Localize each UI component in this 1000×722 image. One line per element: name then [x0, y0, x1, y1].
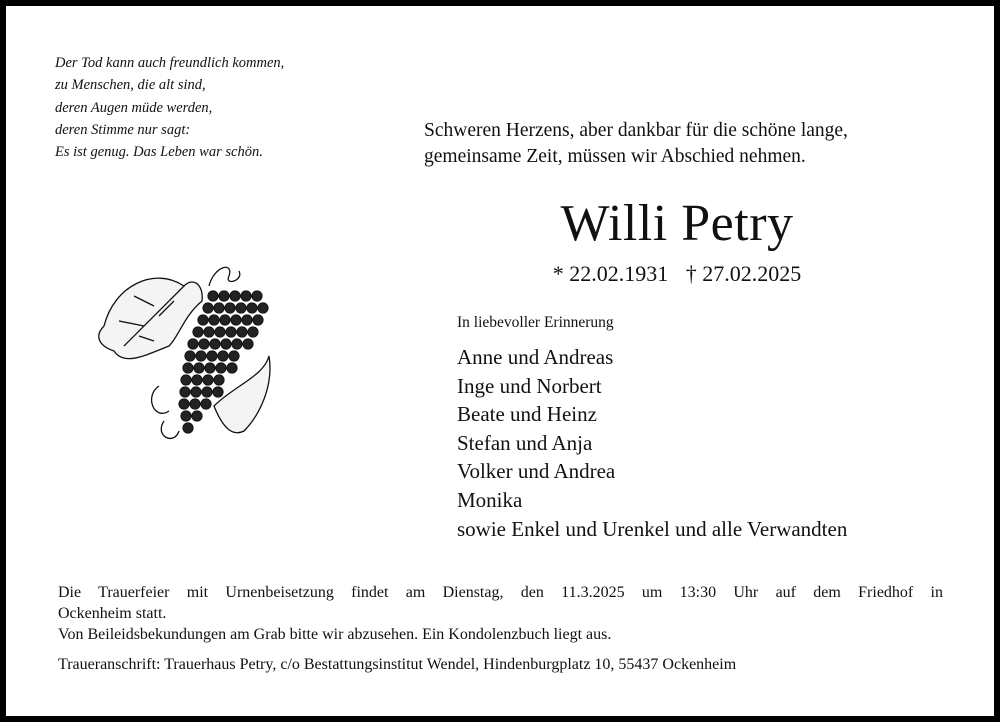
grape-berry — [226, 327, 236, 337]
grape-berry — [247, 303, 257, 313]
grape-berry — [193, 327, 203, 337]
grape-berry — [179, 399, 189, 409]
mourning-address: Traueranschrift: Trauerhaus Petry, c/o Bestattungsinstitut Wendel, Hindenburgplatz 10, 55437 Ockenheim — [58, 656, 737, 673]
ceremony-text-cont: Ockenheim statt. — [58, 605, 167, 622]
grape-berry — [183, 363, 193, 373]
poem-line: deren Augen müde werden, — [55, 99, 213, 116]
grape-berry — [225, 303, 235, 313]
grape-berry — [207, 351, 217, 361]
grape-berry — [231, 315, 241, 325]
grape-berry — [181, 411, 191, 421]
grape-berry — [203, 303, 213, 313]
grape-berry — [209, 315, 219, 325]
grape-berry — [229, 351, 239, 361]
birth-date: * 22.02.1931 — [552, 261, 669, 286]
grape-berry — [205, 363, 215, 373]
grape-berry — [192, 411, 202, 421]
poem — [55, 52, 284, 163]
intro-text — [424, 118, 848, 170]
grape-berry — [242, 315, 252, 325]
mourner: Beate und Heinz — [457, 402, 597, 427]
grape-berry — [216, 363, 226, 373]
death-date: † 27.02.2025 — [685, 261, 802, 286]
grape-berry — [210, 339, 220, 349]
grape-berry — [196, 351, 206, 361]
mourner: Monika — [457, 487, 523, 512]
poem-line: deren Stimme nur sagt: — [55, 121, 191, 138]
mourner: Volker und Andrea — [457, 459, 616, 484]
grape-berry — [202, 387, 212, 397]
grape-berry — [188, 339, 198, 349]
grape-berry — [192, 375, 202, 385]
grape-berry — [201, 399, 211, 409]
grape-berry — [219, 291, 229, 301]
deceased-name: Willi Petry — [560, 195, 794, 252]
poem-line: Der Tod kann auch freundlich kommen, — [55, 55, 285, 71]
grape-berry — [214, 375, 224, 385]
grape-berry — [241, 291, 251, 301]
grape-berry — [243, 339, 253, 349]
grape-berry — [214, 303, 224, 313]
grape-berry — [213, 387, 223, 397]
mourner: Anne und Andreas — [457, 345, 614, 369]
footer-info — [58, 582, 943, 675]
grape-berry — [248, 327, 258, 337]
condolence-note: Von Beileidsbekundungen am Grab bitte wir abzusehen. Ein Kondolenzbuch liegt aus. — [58, 626, 612, 643]
life-dates — [424, 261, 930, 287]
grape-berry — [199, 339, 209, 349]
poem-line: Es ist genug. Das Leben war schön. — [55, 144, 263, 161]
grape-berry — [253, 315, 263, 325]
grape-berry — [180, 387, 190, 397]
mourner: sowie Enkel und Urenkel und alle Verwandten — [457, 516, 848, 541]
grape-berry — [252, 291, 262, 301]
mourner: Stefan und Anja — [457, 430, 593, 455]
grape-berry — [258, 303, 268, 313]
mourners-list — [457, 343, 847, 543]
grape-berry — [203, 375, 213, 385]
grape-berry — [191, 387, 201, 397]
intro-line: gemeinsame Zeit, müssen wir Abschied nehmen. — [424, 146, 806, 167]
grape-berry — [220, 315, 230, 325]
grape-berry — [221, 339, 231, 349]
grape-berry — [194, 363, 204, 373]
grape-berry — [198, 315, 208, 325]
grape-berry — [237, 327, 247, 337]
grape-berry — [183, 423, 193, 433]
grape-berry — [215, 327, 225, 337]
intro-line: Schweren Herzens, aber dankbar für die schöne lange, — [424, 120, 848, 141]
grape-berry — [204, 327, 214, 337]
obituary-card — [6, 6, 994, 716]
mourner: Inge und Norbert — [457, 373, 602, 398]
grape-berry — [185, 351, 195, 361]
grape-berry — [232, 339, 242, 349]
grape-berry — [181, 375, 191, 385]
grapevine-icon — [84, 246, 284, 476]
grape-berry — [218, 351, 228, 361]
ceremony-text: Die Trauerfeier mit Urnenbeisetzung findet am Dienstag, den 11.3.2025 um 13:30 Uhr auf dem Friedhof in — [58, 584, 943, 601]
grape-berry — [227, 363, 237, 373]
poem-line: zu Menschen, die alt sind, — [55, 77, 206, 94]
grape-berry — [190, 399, 200, 409]
grape-berry — [236, 303, 246, 313]
memory-label: In liebevoller Erinnerung — [457, 314, 614, 331]
grape-berry — [208, 291, 218, 301]
grape-berry — [230, 291, 240, 301]
